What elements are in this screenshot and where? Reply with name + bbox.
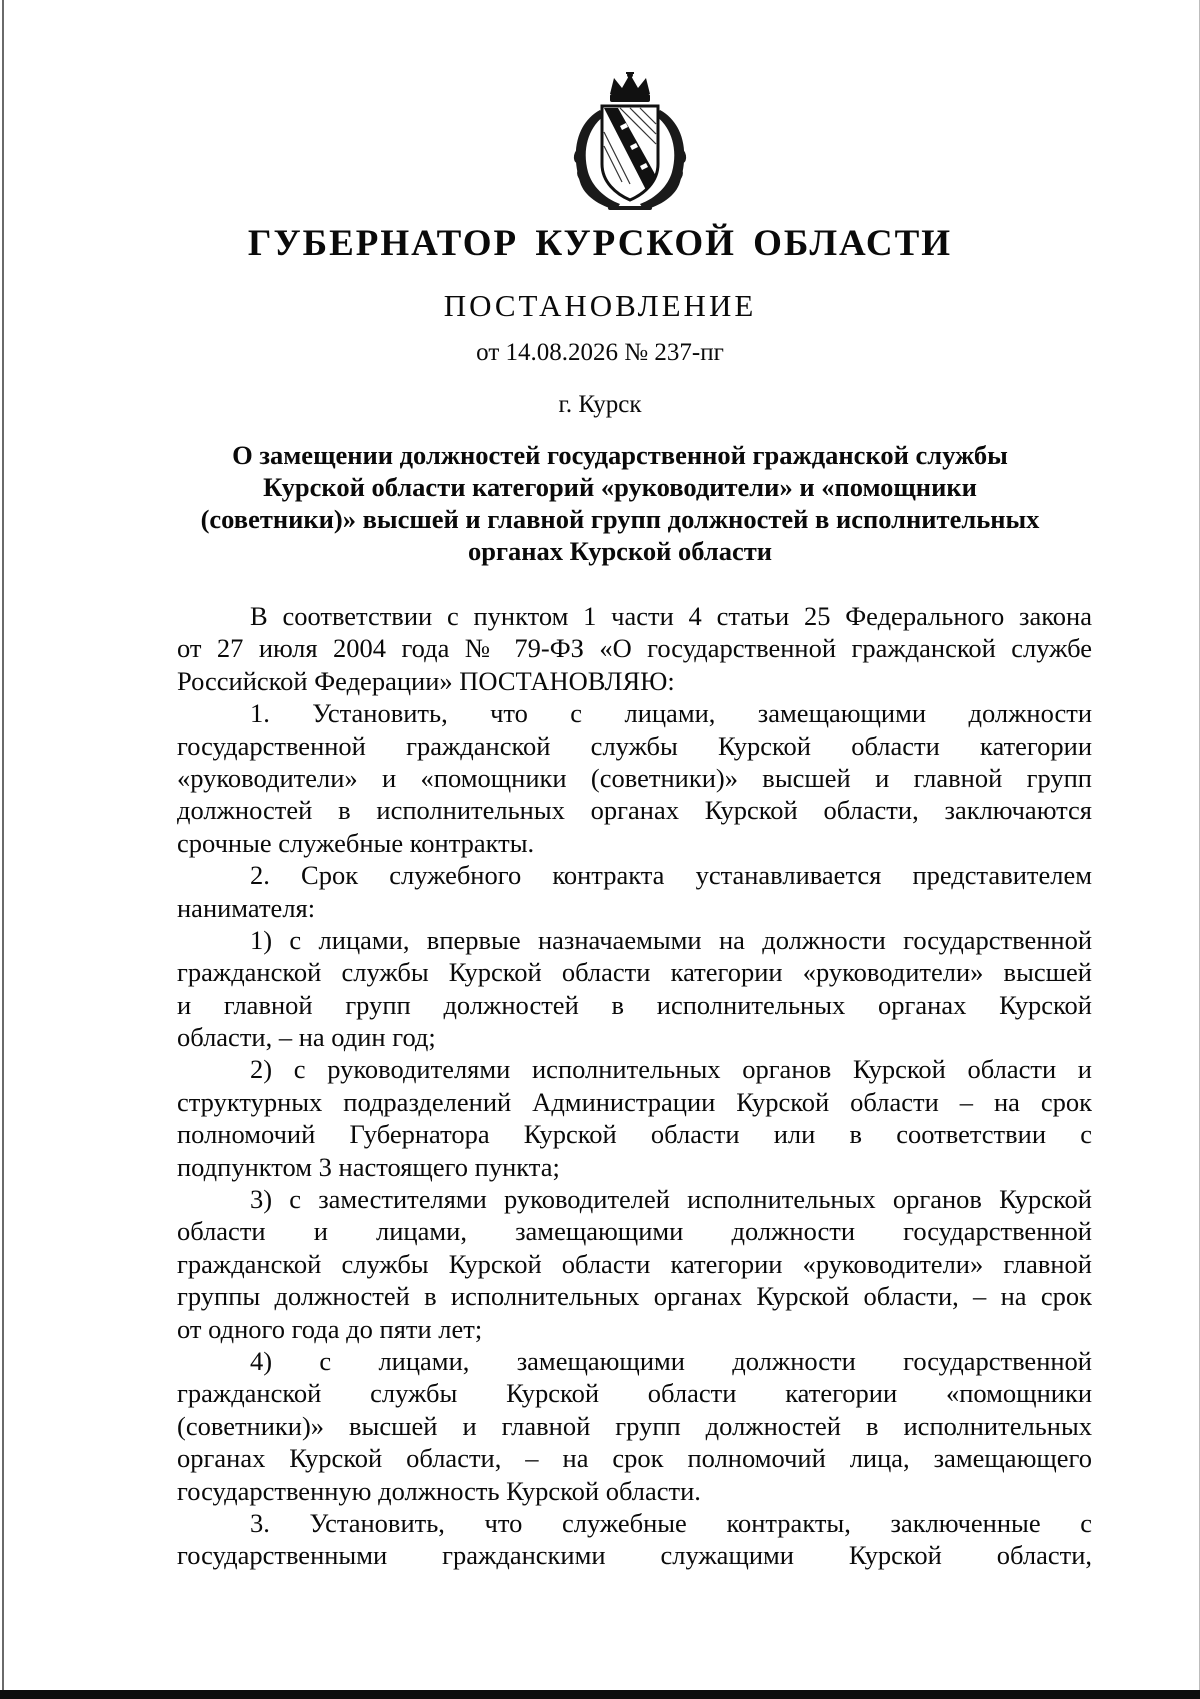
- body-line: 2) с руководителями исполнительных органов Курской области и: [250, 1054, 1092, 1085]
- body-line: 3. Установить, что служебные контракты, заключенные с: [250, 1507, 1092, 1538]
- body-line: 4) с лицами, замещающими должности государственной: [250, 1345, 1092, 1376]
- body-line: государственную должность Курской области.: [177, 1475, 701, 1506]
- body-line: должностей в исполнительных органах Курской области, заключаются: [177, 795, 1092, 826]
- coat-of-arms-emblem: [560, 72, 700, 214]
- body-line: группы должностей в исполнительных органах Курской области, – на срок: [177, 1281, 1092, 1312]
- body-line: 1. Установить, что с лицами, замещающими должности: [250, 698, 1092, 729]
- body-line: подпунктом 3 настоящего пункта;: [177, 1151, 560, 1182]
- body-line: и главной групп должностей в исполнительных органах Курской: [177, 989, 1092, 1020]
- body-line: 1) с лицами, впервые назначаемыми на должности государственной: [250, 924, 1092, 955]
- subject-line: органах Курской области: [467, 536, 773, 566]
- body-line: гражданской службы Курской области категории «руководители» высшей: [177, 957, 1092, 988]
- document-date-number: от 14.08.2026 № 237-пг: [476, 339, 724, 366]
- body-line: от 27 июля 2004 года № 79-ФЗ «О государственной гражданской службе: [177, 633, 1092, 664]
- document-subject: [150, 439, 1090, 567]
- body-line: «руководители» и «помощники (советники)» высшей и главной групп: [177, 762, 1092, 793]
- body-line: от одного года до пяти лет;: [177, 1313, 483, 1344]
- body-line: нанимателя:: [177, 892, 316, 923]
- body-line: Российской Федерации» ПОСТАНОВЛЯЮ:: [177, 665, 675, 696]
- body-line: государственной гражданской службы Курской области категории: [177, 730, 1092, 761]
- authority-title: ГУБЕРНАТОР КУРСКОЙ ОБЛАСТИ: [247, 223, 953, 264]
- body-line: срочные служебные контракты.: [177, 827, 535, 858]
- subject-line: Курской области категорий «руководители» и «помощники: [263, 472, 977, 502]
- body-line: В соответствии с пунктом 1 части 4 статьи 25 Федерального закона: [250, 601, 1092, 631]
- body-line: области и лицами, замещающими должности государственной: [177, 1216, 1092, 1247]
- body-line: органах Курской области, – на срок полномочий лица, замещающего: [177, 1443, 1092, 1474]
- body-line: полномочий Губернатора Курской области или в соответствии с: [177, 1119, 1092, 1150]
- document-city: г. Курск: [558, 391, 642, 418]
- body-line: гражданской службы Курской области категории «помощники: [177, 1378, 1092, 1409]
- document-type: ПОСТАНОВЛЕНИЕ: [443, 288, 757, 323]
- document-body: [177, 600, 1092, 1572]
- body-line: государственными гражданскими служащими Курской области,: [177, 1540, 1092, 1571]
- body-line: 2. Срок служебного контракта устанавливается представителем: [250, 860, 1092, 891]
- body-line: гражданской службы Курской области категории «руководители» главной: [177, 1248, 1092, 1279]
- body-line: структурных подразделений Администрации Курской области – на срок: [177, 1086, 1092, 1117]
- body-line: (советники)» высшей и главной групп должностей в исполнительных: [177, 1410, 1092, 1441]
- scan-bottom-edge: [0, 1690, 1200, 1699]
- subject-line: О замещении должностей государственной гражданской службы: [232, 440, 1008, 470]
- body-line: области, – на один год;: [177, 1022, 436, 1053]
- body-line: 3) с заместителями руководителей исполнительных органов Курской: [250, 1184, 1092, 1215]
- subject-line: (советники)» высшей и главной групп должностей в исполнительных: [200, 504, 1040, 534]
